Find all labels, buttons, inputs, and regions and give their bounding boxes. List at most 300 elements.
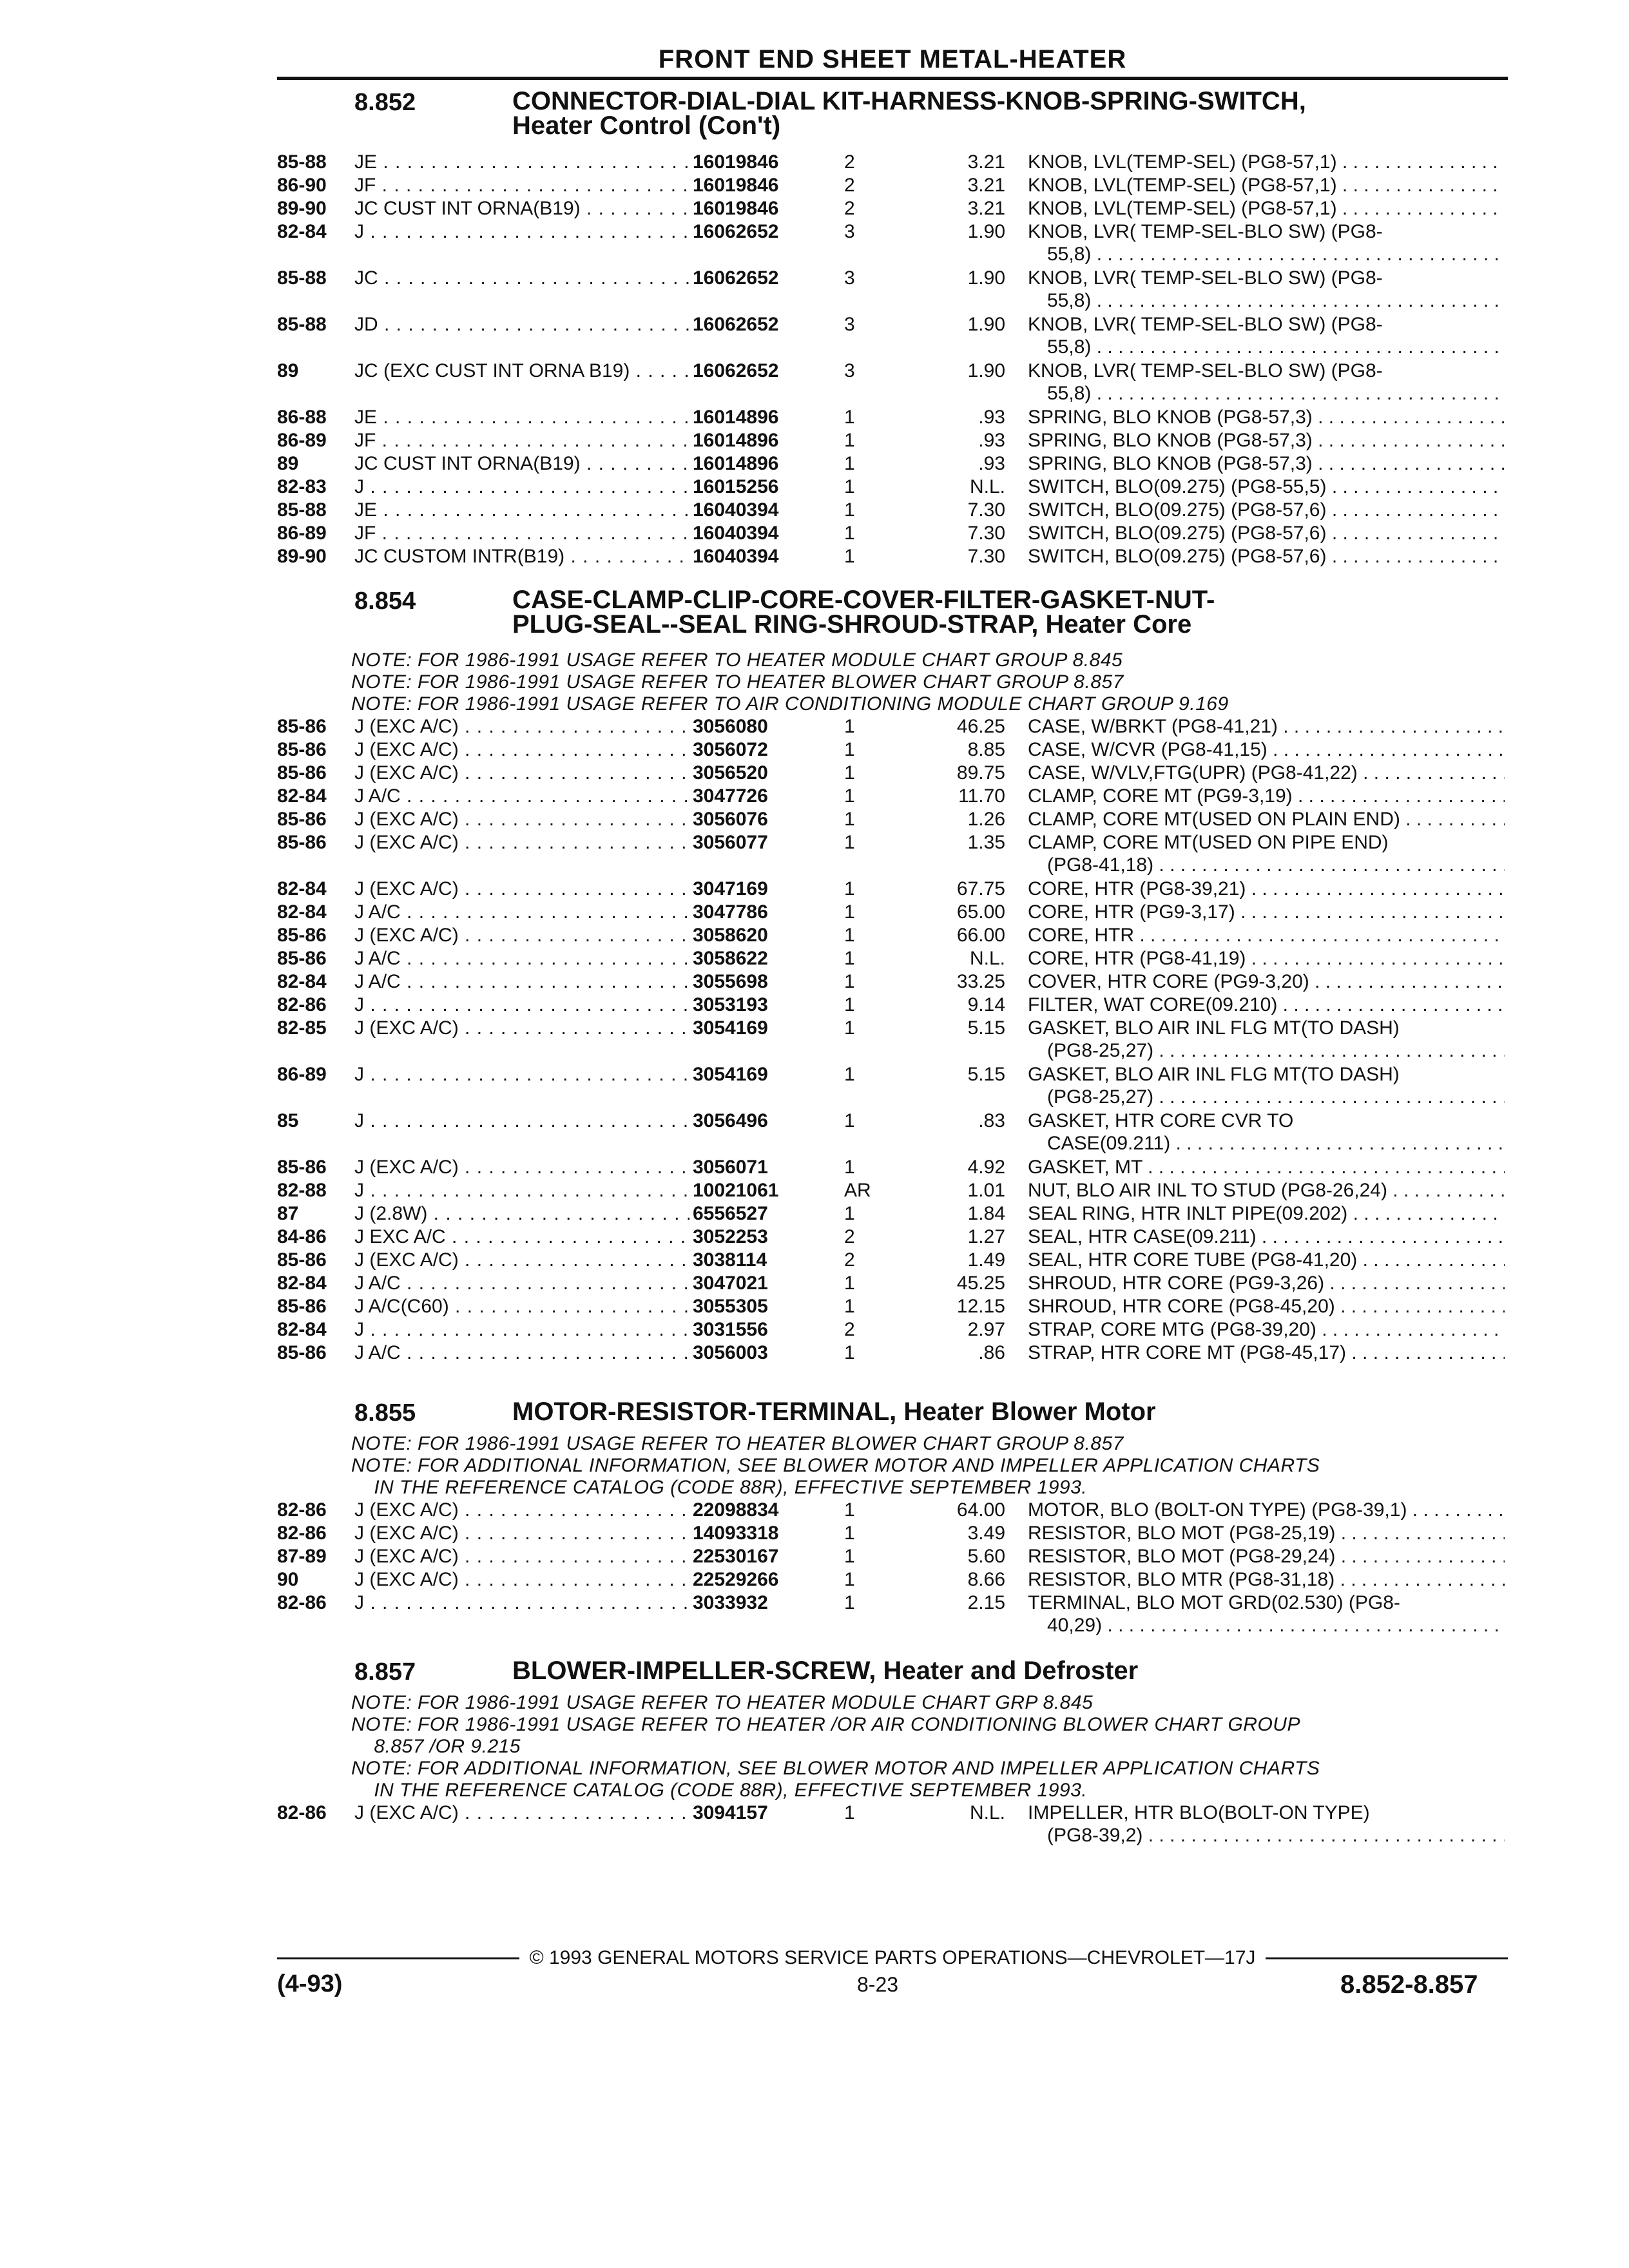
parts-row — [0, 715, 1629, 738]
page-title: FRONT END SHEET METAL-HEATER — [277, 45, 1508, 80]
parts-row — [0, 878, 1629, 901]
model-years: 82-86 — [277, 1523, 327, 1544]
model-application: J A/C . . . — [354, 785, 689, 807]
part-description — [1028, 1591, 1505, 1637]
parts-row — [0, 785, 1629, 808]
price: 2.97 — [967, 1319, 1005, 1340]
section-note: NOTE: FOR 1986-1991 USAGE REFER TO HEATER MODULE CHART GRP 8.845 — [351, 1692, 1094, 1713]
price: 12.15 — [956, 1296, 1005, 1317]
model-application: J (EXC A/C) . . . — [354, 878, 689, 900]
part-number: 16062652 — [693, 220, 834, 243]
footer-page-number: 8-23 — [857, 1973, 899, 1996]
price: 45.25 — [956, 1273, 1005, 1294]
parts-row — [0, 994, 1629, 1017]
model-years: 89-90 — [277, 546, 327, 567]
description-text: GASKET, BLO AIR INL FLG MT(TO DASH) — [1028, 1017, 1400, 1039]
model-years: 86-89 — [277, 1064, 327, 1085]
model-application: J (EXC A/C) . . . — [354, 1017, 689, 1039]
quantity: 1 — [844, 832, 855, 853]
price: 9.14 — [967, 994, 1005, 1015]
model-application: J (EXC A/C) . . . — [354, 738, 689, 761]
part-number: 16040394 — [693, 522, 834, 544]
parts-row — [0, 924, 1629, 947]
section-note: IN THE REFERENCE CATALOG (CODE 88R), EFFECTIVE SEPTEMBER 1993. — [351, 1780, 1088, 1801]
model-application: J (EXC A/C) . . . — [354, 924, 689, 947]
price: 1.49 — [967, 1249, 1005, 1271]
quantity: AR — [844, 1180, 871, 1201]
description-continuation: CASE(09.211) . . . — [1028, 1132, 1505, 1155]
model-application: J A/C . . . — [354, 970, 689, 993]
description-text: CORE, HTR (PG8-41,19) . . . — [1028, 947, 1505, 970]
part-number: 3094157 — [693, 1802, 834, 1824]
quantity: 1 — [844, 739, 855, 760]
price: 5.60 — [967, 1546, 1005, 1567]
parts-row — [0, 1063, 1629, 1110]
price: 11.70 — [958, 785, 1005, 807]
parts-row — [0, 1568, 1629, 1591]
description-text: SWITCH, BLO(09.275) (PG8-57,6) . . . — [1028, 545, 1505, 568]
section-notes — [351, 649, 1629, 715]
part-description — [1028, 808, 1505, 831]
part-number: 22530167 — [693, 1545, 834, 1568]
price: 8.85 — [967, 739, 1005, 760]
parts-row — [0, 1249, 1629, 1272]
section-number: 8.854 — [354, 588, 416, 615]
model-application: J . . . — [354, 1179, 689, 1202]
part-description — [1028, 406, 1505, 428]
price: 3.49 — [967, 1523, 1005, 1544]
part-number: 16015256 — [693, 476, 834, 498]
description-text: KNOB, LVL(TEMP-SEL) (PG8-57,1) . . . — [1028, 151, 1505, 173]
price: 7.30 — [967, 523, 1005, 544]
description-text: RESISTOR, BLO MOT (PG8-25,19) . . . — [1028, 1522, 1505, 1544]
quantity: 1 — [844, 407, 855, 428]
quantity: 1 — [844, 453, 855, 474]
section-note: NOTE: FOR 1986-1991 USAGE REFER TO HEATER BLOWER CHART GROUP 8.857 — [351, 1433, 1124, 1454]
description-text: IMPELLER, HTR BLO(BOLT-ON TYPE) — [1028, 1802, 1370, 1823]
model-application: J (EXC A/C) . . . — [354, 1249, 689, 1271]
model-application: JE . . . — [354, 499, 689, 521]
description-text: GASKET, BLO AIR INL FLG MT(TO DASH) — [1028, 1064, 1400, 1085]
parts-row — [0, 313, 1629, 360]
description-text: SWITCH, BLO(09.275) (PG8-55,5) . . . — [1028, 476, 1505, 498]
section-header — [0, 89, 1629, 151]
section-notes — [351, 1433, 1629, 1499]
parts-row — [0, 1202, 1629, 1225]
section-note: 8.857 /OR 9.215 — [351, 1736, 521, 1757]
quantity: 1 — [844, 971, 855, 992]
part-description — [1028, 174, 1505, 197]
part-number: 10021061 — [693, 1179, 834, 1202]
section-note: NOTE: FOR ADDITIONAL INFORMATION, SEE BLOWER MOTOR AND IMPELLER APPLICATION CHARTS — [351, 1455, 1320, 1476]
model-application: J (EXC A/C) . . . — [354, 1156, 689, 1178]
quantity: 1 — [844, 925, 855, 946]
model-years: 85-86 — [277, 1249, 327, 1271]
price: 65.00 — [956, 901, 1005, 923]
model-years: 82-88 — [277, 1180, 327, 1201]
quantity: 1 — [844, 948, 855, 969]
parts-row — [0, 1295, 1629, 1318]
description-text: SPRING, BLO KNOB (PG8-57,3) . . . — [1028, 429, 1505, 452]
parts-row — [0, 1179, 1629, 1202]
quantity: 1 — [844, 994, 855, 1015]
footer-date: (4-93) — [277, 1970, 343, 1997]
description-text: SWITCH, BLO(09.275) (PG8-57,6) . . . — [1028, 522, 1505, 544]
quantity: 1 — [844, 499, 855, 521]
section-note: NOTE: FOR ADDITIONAL INFORMATION, SEE BLOWER MOTOR AND IMPELLER APPLICATION CHARTS — [351, 1758, 1320, 1779]
quantity: 3 — [844, 314, 855, 335]
model-years: 82-86 — [277, 994, 327, 1015]
section-title-line: BLOWER-IMPELLER-SCREW, Heater and Defroster — [512, 1657, 1139, 1685]
part-description — [1028, 197, 1505, 220]
section-note: NOTE: FOR 1986-1991 USAGE REFER TO HEATER MODULE CHART GROUP 8.845 — [351, 649, 1123, 671]
part-description — [1028, 878, 1505, 900]
model-years: 82-84 — [277, 221, 327, 242]
part-number: 16019846 — [693, 197, 834, 220]
model-application: JC CUST INT ORNA(B19) . . . — [354, 452, 689, 475]
parts-row — [0, 1591, 1629, 1638]
part-number: 3056072 — [693, 738, 834, 761]
description-continuation: 55,8) . . . — [1028, 243, 1505, 265]
description-continuation: 55,8) . . . — [1028, 382, 1505, 405]
description-continuation: (PG8-25,27) . . . — [1028, 1039, 1505, 1062]
part-number: 22098834 — [693, 1499, 834, 1521]
model-application: J EXC A/C . . . — [354, 1225, 689, 1248]
description-text: TERMINAL, BLO MOT GRD(02.530) (PG8- — [1028, 1592, 1400, 1613]
quantity: 1 — [844, 901, 855, 923]
price: 1.90 — [967, 221, 1005, 242]
part-description — [1028, 901, 1505, 923]
section-title-line: MOTOR-RESISTOR-TERMINAL, Heater Blower Motor — [512, 1398, 1156, 1426]
quantity: 1 — [844, 878, 855, 899]
part-description — [1028, 1802, 1505, 1847]
part-description — [1028, 994, 1505, 1016]
parts-row — [0, 360, 1629, 406]
section-title-line: CASE-CLAMP-CLIP-CORE-COVER-FILTER-GASKET-NUT- — [512, 586, 1215, 614]
description-text: STRAP, CORE MTG (PG8-39,20) . . . — [1028, 1318, 1505, 1341]
part-number: 3054169 — [693, 1017, 834, 1039]
model-application: JC CUSTOM INTR(B19) . . . — [354, 545, 689, 568]
model-application: J . . . — [354, 220, 689, 243]
model-application: JF . . . — [354, 174, 689, 197]
part-description — [1028, 947, 1505, 970]
price: 89.75 — [956, 762, 1005, 783]
quantity: 1 — [844, 1802, 855, 1823]
part-number: 6556527 — [693, 1202, 834, 1225]
parts-row — [0, 197, 1629, 220]
section-notes — [351, 1692, 1629, 1802]
price: .93 — [978, 407, 1005, 428]
part-description — [1028, 1225, 1505, 1248]
quantity: 3 — [844, 221, 855, 242]
description-text: CASE, W/BRKT (PG8-41,21) . . . — [1028, 715, 1505, 738]
part-number: 3047726 — [693, 785, 834, 807]
quantity: 3 — [844, 267, 855, 289]
model-application: J (EXC A/C) . . . — [354, 715, 689, 738]
description-text: RESISTOR, BLO MTR (PG8-31,18) . . . — [1028, 1568, 1505, 1591]
section-title — [512, 1399, 1518, 1424]
part-number: 3056496 — [693, 1110, 834, 1132]
price: 1.90 — [967, 267, 1005, 289]
price: 2.15 — [967, 1592, 1005, 1613]
price: 1.90 — [967, 314, 1005, 335]
part-description — [1028, 476, 1505, 498]
price: .93 — [978, 430, 1005, 451]
description-text: SEAL, HTR CORE TUBE (PG8-41,20) . . . — [1028, 1249, 1505, 1271]
model-application: J . . . — [354, 994, 689, 1016]
model-years: 85-88 — [277, 314, 327, 335]
description-continuation: 55,8) . . . — [1028, 336, 1505, 358]
part-number: 3038114 — [693, 1249, 834, 1271]
model-application: J (EXC A/C) . . . — [354, 1545, 689, 1568]
model-application: J (EXC A/C) . . . — [354, 831, 689, 854]
part-description — [1028, 1179, 1505, 1202]
part-description — [1028, 1341, 1505, 1364]
price: 67.75 — [956, 878, 1005, 899]
model-years: 89 — [277, 360, 299, 381]
parts-row — [0, 762, 1629, 785]
part-description — [1028, 1499, 1505, 1521]
parts-row — [0, 1017, 1629, 1063]
price: .83 — [978, 1110, 1005, 1131]
footer-copyright: © 1993 GENERAL MOTORS SERVICE PARTS OPERATIONS—CHEVROLET—17J — [529, 1947, 1256, 1968]
description-text: CLAMP, CORE MT(USED ON PLAIN END) . . . — [1028, 808, 1505, 831]
quantity: 2 — [844, 151, 855, 173]
model-application: J (EXC A/C) . . . — [354, 1499, 689, 1521]
model-application: J . . . — [354, 1591, 689, 1614]
parts-row — [0, 1341, 1629, 1365]
model-application: J (EXC A/C) . . . — [354, 808, 689, 831]
section-title — [512, 588, 1518, 637]
model-years: 85-86 — [277, 1342, 327, 1363]
model-years: 85-86 — [277, 925, 327, 946]
parts-row — [0, 1318, 1629, 1341]
part-number: 16062652 — [693, 267, 834, 289]
parts-row — [0, 429, 1629, 452]
section-note: NOTE: FOR 1986-1991 USAGE REFER TO HEATER BLOWER CHART GROUP 8.857 — [351, 671, 1124, 693]
price: 7.30 — [967, 499, 1005, 521]
part-number: 3053193 — [693, 994, 834, 1016]
part-description — [1028, 1156, 1505, 1178]
quantity: 1 — [844, 1342, 855, 1363]
quantity: 3 — [844, 360, 855, 381]
price: 7.30 — [967, 546, 1005, 567]
description-text: NUT, BLO AIR INL TO STUD (PG8-26,24) . . . — [1028, 1179, 1505, 1202]
part-description — [1028, 220, 1505, 265]
model-application: JC CUST INT ORNA(B19) . . . — [354, 197, 689, 220]
part-number: 3056076 — [693, 808, 834, 831]
model-application: J A/C . . . — [354, 901, 689, 923]
section-note: NOTE: FOR 1986-1991 USAGE REFER TO HEATER /OR AIR CONDITIONING BLOWER CHART GROUP — [351, 1714, 1300, 1735]
part-description — [1028, 452, 1505, 475]
quantity: 1 — [844, 1569, 855, 1590]
model-years: 89-90 — [277, 198, 327, 219]
model-years: 85-88 — [277, 499, 327, 521]
section-title-line: CONNECTOR-DIAL-DIAL KIT-HARNESS-KNOB-SPRING-SWITCH, — [512, 87, 1306, 115]
quantity: 1 — [844, 1064, 855, 1085]
parts-row — [0, 738, 1629, 762]
quantity: 1 — [844, 762, 855, 783]
quantity: 1 — [844, 1523, 855, 1544]
description-text: STRAP, HTR CORE MT (PG8-45,17) . . . — [1028, 1341, 1505, 1364]
model-years: 87 — [277, 1203, 299, 1224]
part-description — [1028, 429, 1505, 452]
quantity: 2 — [844, 1226, 855, 1247]
model-years: 85-86 — [277, 948, 327, 969]
description-text: COVER, HTR CORE (PG9-3,20) . . . — [1028, 970, 1505, 993]
description-text: FILTER, WAT CORE(09.210) . . . — [1028, 994, 1505, 1016]
part-description — [1028, 1063, 1505, 1108]
part-number: 16019846 — [693, 174, 834, 197]
description-continuation: (PG8-39,2) . . . — [1028, 1824, 1505, 1847]
price: 3.21 — [967, 198, 1005, 219]
model-years: 82-83 — [277, 476, 327, 497]
model-years: 82-84 — [277, 1273, 327, 1294]
part-number: 3055305 — [693, 1295, 834, 1318]
description-text: CORE, HTR (PG9-3,17) . . . — [1028, 901, 1505, 923]
part-description — [1028, 1568, 1505, 1591]
part-number: 3047169 — [693, 878, 834, 900]
part-description — [1028, 267, 1505, 312]
model-years: 82-86 — [277, 1592, 327, 1613]
parts-row — [0, 267, 1629, 313]
section-note: IN THE REFERENCE CATALOG (CODE 88R), EFFECTIVE SEPTEMBER 1993. — [351, 1477, 1088, 1498]
price: 1.35 — [967, 832, 1005, 853]
parts-row — [0, 1499, 1629, 1522]
price: .93 — [978, 453, 1005, 474]
part-description — [1028, 1272, 1505, 1294]
description-continuation: 40,29) . . . — [1028, 1614, 1505, 1637]
part-number: 16040394 — [693, 545, 834, 568]
model-application: JF . . . — [354, 522, 689, 544]
part-description — [1028, 1295, 1505, 1318]
quantity: 2 — [844, 1249, 855, 1271]
price: 4.92 — [967, 1157, 1005, 1178]
price: 1.90 — [967, 360, 1005, 381]
part-number: 16062652 — [693, 313, 834, 336]
part-number: 3047786 — [693, 901, 834, 923]
description-text: KNOB, LVR( TEMP-SEL-BLO SW) (PG8- — [1028, 221, 1383, 242]
description-text: SWITCH, BLO(09.275) (PG8-57,6) . . . — [1028, 499, 1505, 521]
model-application: JC (EXC CUST INT ORNA B19) . . . — [354, 360, 689, 382]
quantity: 1 — [844, 1296, 855, 1317]
description-text: CORE, HTR . . . — [1028, 924, 1505, 947]
model-years: 82-84 — [277, 1319, 327, 1340]
model-years: 87-89 — [277, 1546, 327, 1567]
quantity: 1 — [844, 1017, 855, 1039]
part-number: 3056003 — [693, 1341, 834, 1364]
model-application: J A/C(C60) . . . — [354, 1295, 689, 1318]
price: 33.25 — [956, 971, 1005, 992]
part-description — [1028, 831, 1505, 876]
part-number: 16014896 — [693, 452, 834, 475]
description-text: SHROUD, HTR CORE (PG9-3,26) . . . — [1028, 1272, 1505, 1294]
part-number: 3033932 — [693, 1591, 834, 1614]
part-number: 3056077 — [693, 831, 834, 854]
model-application: J (EXC A/C) . . . — [354, 762, 689, 784]
price: 5.15 — [967, 1064, 1005, 1085]
quantity: 1 — [844, 1273, 855, 1294]
footer-group-range: 8.852-8.857 — [1340, 1970, 1478, 1999]
model-application: JC . . . — [354, 267, 689, 289]
part-number: 3047021 — [693, 1272, 834, 1294]
description-continuation: 55,8) . . . — [1028, 289, 1505, 312]
description-text: SPRING, BLO KNOB (PG8-57,3) . . . — [1028, 452, 1505, 475]
parts-row — [0, 452, 1629, 476]
section-title-line: PLUG-SEAL--SEAL RING-SHROUD-STRAP, Heater Core — [512, 610, 1192, 639]
model-years: 82-84 — [277, 971, 327, 992]
description-text: RESISTOR, BLO MOT (PG8-29,24) . . . — [1028, 1545, 1505, 1568]
footer-rule-right — [1266, 1957, 1508, 1959]
price: 5.15 — [967, 1017, 1005, 1039]
part-description — [1028, 715, 1505, 738]
model-years: 85-88 — [277, 267, 327, 289]
model-application: J . . . — [354, 1318, 689, 1341]
quantity: 1 — [844, 1157, 855, 1178]
part-description — [1028, 1522, 1505, 1544]
model-years: 90 — [277, 1569, 299, 1590]
description-text: KNOB, LVL(TEMP-SEL) (PG8-57,1) . . . — [1028, 197, 1505, 220]
model-application: J A/C . . . — [354, 947, 689, 970]
part-number: 14093318 — [693, 1522, 834, 1544]
description-text: SHROUD, HTR CORE (PG8-45,20) . . . — [1028, 1295, 1505, 1318]
model-application: J A/C . . . — [354, 1341, 689, 1364]
model-application: J (2.8W) . . . — [354, 1202, 689, 1225]
model-application: J . . . — [354, 1063, 689, 1086]
part-number: 22529266 — [693, 1568, 834, 1591]
part-description — [1028, 1110, 1505, 1155]
parts-row — [0, 174, 1629, 197]
price: 3.21 — [967, 151, 1005, 173]
model-years: 86-89 — [277, 523, 327, 544]
part-description — [1028, 499, 1505, 521]
part-number: 3052253 — [693, 1225, 834, 1248]
description-text: KNOB, LVR( TEMP-SEL-BLO SW) (PG8- — [1028, 360, 1383, 381]
parts-row — [0, 1522, 1629, 1545]
parts-row — [0, 1156, 1629, 1179]
description-text: SPRING, BLO KNOB (PG8-57,3) . . . — [1028, 406, 1505, 428]
model-years: 86-89 — [277, 430, 327, 451]
parts-row — [0, 1110, 1629, 1156]
part-number: 16014896 — [693, 406, 834, 428]
description-text: CORE, HTR (PG8-39,21) . . . — [1028, 878, 1505, 900]
model-years: 82-85 — [277, 1017, 327, 1039]
model-years: 89 — [277, 453, 299, 474]
parts-section — [0, 1399, 1629, 1638]
quantity: 1 — [844, 476, 855, 497]
price: 8.66 — [967, 1569, 1005, 1590]
quantity: 1 — [844, 523, 855, 544]
model-years: 86-88 — [277, 407, 327, 428]
model-years: 86-90 — [277, 175, 327, 196]
parts-row — [0, 545, 1629, 568]
parts-row — [0, 476, 1629, 499]
description-text: CASE, W/VLV,FTG(UPR) (PG8-41,22) . . . — [1028, 762, 1505, 784]
part-number: 3056520 — [693, 762, 834, 784]
parts-row — [0, 831, 1629, 878]
price: 1.84 — [967, 1203, 1005, 1224]
model-years: 82-84 — [277, 901, 327, 923]
description-text: SEAL RING, HTR INLT PIPE(09.202) . . . — [1028, 1202, 1505, 1225]
model-years: 85-86 — [277, 762, 327, 783]
price: N.L. — [969, 948, 1005, 969]
quantity: 1 — [844, 716, 855, 737]
model-application: JF . . . — [354, 429, 689, 452]
description-text: KNOB, LVR( TEMP-SEL-BLO SW) (PG8- — [1028, 314, 1383, 335]
parts-row — [0, 808, 1629, 831]
quantity: 2 — [844, 198, 855, 219]
model-years: 82-84 — [277, 785, 327, 807]
